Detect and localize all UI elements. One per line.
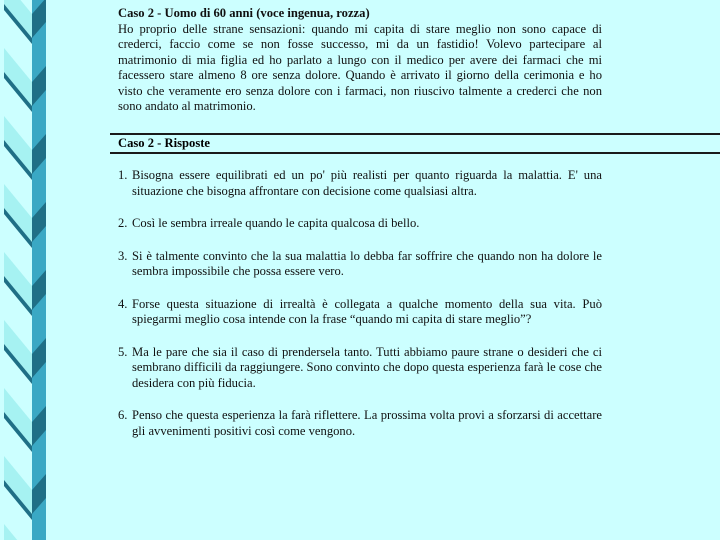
- case-heading: Caso 2 - Uomo di 60 anni (voce ingenua, rozza): [118, 6, 370, 20]
- response-item: [118, 345, 602, 392]
- response-item: [118, 168, 602, 199]
- response-number: 4.: [118, 296, 128, 311]
- response-text: Penso che questa esperienza la farà riflettere. La prossima volta provi a sforzarsi di accettare gli avvenimenti positivi così come vengono.: [132, 408, 602, 438]
- response-number: 3.: [118, 248, 128, 263]
- response-text: Bisogna essere equilibrati ed un po' più realisti per quanto riguarda la malattia. E' una situazione che bisogna affrontare con decisione come qualsiasi altra.: [132, 168, 602, 198]
- ribbon-graphic: [0, 0, 58, 540]
- response-text: Così le sembra irreale quando le capita qualcosa di bello.: [132, 216, 420, 230]
- response-item: [118, 249, 602, 280]
- response-text: Ma le pare che sia il caso di prendersela tanto. Tutti abbiamo paure strane o desideri che ci sembrano difficili da raggiungere. Sono convinto che dopo questa esperienza farà le cose che desidera con più fiducia.: [132, 344, 602, 390]
- response-number: 5.: [118, 344, 128, 359]
- bottom-divider: [110, 152, 720, 154]
- decorative-ribbon-band: [0, 0, 58, 540]
- response-number: 2.: [118, 216, 128, 230]
- response-number: 1.: [118, 168, 128, 182]
- case-text: Ho proprio delle strane sensazioni: quando mi capita di stare meglio non sono capace di crederci, faccio come se non fosse successo, mi da un fastidio! Volevo partecipare al matrimonio di mia figlia ed ho parlato a lungo con il medico per avere dei farmaci che mi facessero stare almeno 8 ore senza dolore. Quando è arrivato il giorno della cerimonia e ho visto che veramente ero senza dolore con i farmaci, non riuscivo talmente a crederci che non sono andato al matrimonio.: [118, 21, 602, 113]
- response-text: Forse questa situazione di irrealtà è collegata a qualche momento della sua vita. Può spiegarmi meglio cosa intende con la frase “quando mi capita di stare meglio”?: [132, 296, 602, 326]
- response-number: 6.: [118, 408, 128, 422]
- top-divider: [110, 133, 720, 135]
- response-text: Si è talmente convinto che la sua malattia lo debba far soffrire che quando non ha dolore le sembra impossibile che possa essere vero.: [132, 248, 602, 278]
- responses-heading: Caso 2 - Risposte: [118, 136, 211, 150]
- responses-list: [118, 168, 602, 456]
- response-item: [118, 297, 602, 328]
- response-item: [118, 216, 602, 232]
- case-section: [118, 6, 602, 115]
- response-item: [118, 408, 602, 439]
